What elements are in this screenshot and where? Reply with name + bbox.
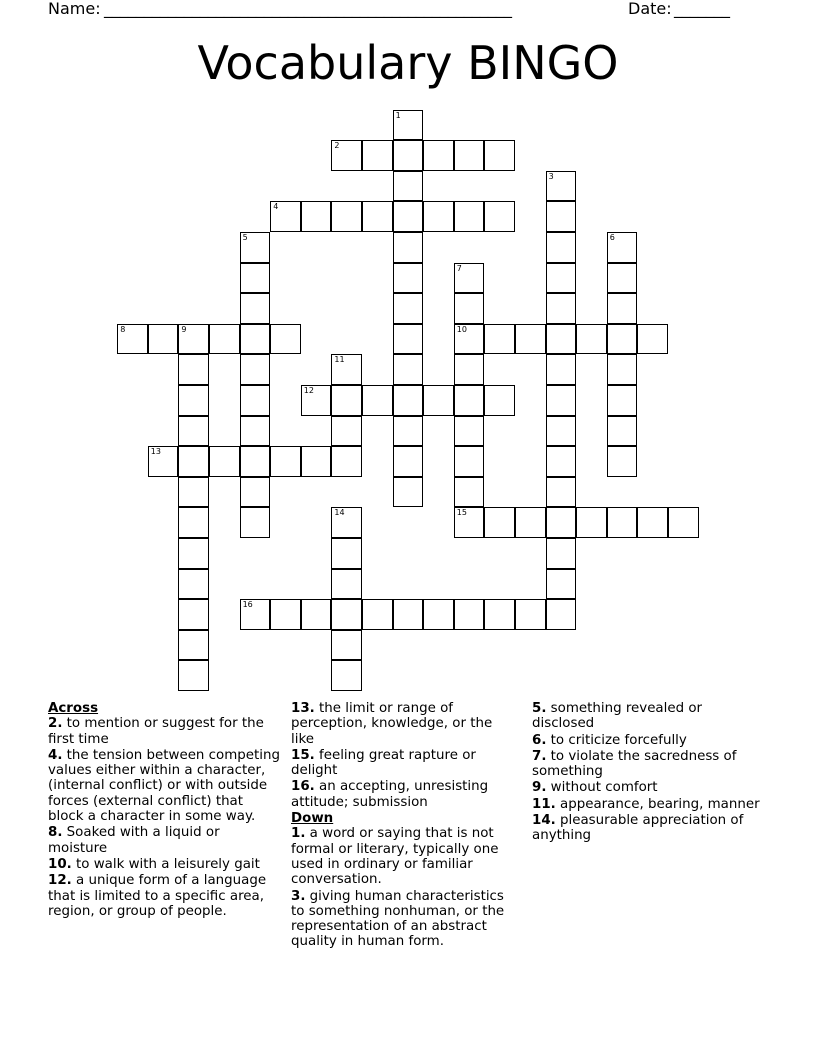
cell-number: 4 xyxy=(273,202,279,212)
clue-across-2 xyxy=(48,716,280,747)
grid-cell[interactable] xyxy=(546,293,577,324)
clue-down-9 xyxy=(532,780,766,795)
grid-cell[interactable] xyxy=(393,140,424,171)
grid-cell[interactable] xyxy=(331,538,362,569)
grid-cell[interactable] xyxy=(423,599,454,630)
grid-cell[interactable] xyxy=(607,416,638,447)
clue-down-6 xyxy=(532,733,766,748)
grid-cell[interactable] xyxy=(178,324,209,355)
grid-cell[interactable] xyxy=(240,293,271,324)
grid-cell[interactable] xyxy=(668,507,699,538)
grid-cell[interactable] xyxy=(546,446,577,477)
grid-cell[interactable] xyxy=(546,538,577,569)
grid-cell[interactable] xyxy=(148,446,179,477)
grid-cell[interactable] xyxy=(240,324,271,355)
grid-cell[interactable] xyxy=(148,324,179,355)
grid-cell[interactable] xyxy=(454,446,485,477)
grid-cell[interactable] xyxy=(607,385,638,416)
clue-number: 14. xyxy=(532,813,556,829)
clue-column-3 xyxy=(532,701,766,845)
grid-cell[interactable] xyxy=(393,599,424,630)
clue-down-14 xyxy=(532,813,766,844)
clue-text: to violate the sacredness of something xyxy=(532,748,737,780)
clue-number: 10. xyxy=(48,856,72,872)
clue-across-12 xyxy=(48,873,280,919)
grid-cell[interactable] xyxy=(178,538,209,569)
grid-cell[interactable] xyxy=(484,507,515,538)
grid-cell[interactable] xyxy=(362,599,393,630)
grid-cell[interactable] xyxy=(515,324,546,355)
grid-cell[interactable] xyxy=(393,293,424,324)
grid-cell[interactable] xyxy=(393,354,424,385)
grid-cell[interactable] xyxy=(423,385,454,416)
grid-cell[interactable] xyxy=(240,507,271,538)
grid-cell[interactable] xyxy=(301,201,332,232)
clue-number: 9. xyxy=(532,780,547,796)
grid-cell[interactable] xyxy=(393,385,424,416)
across-heading: Across xyxy=(48,701,99,716)
clue-across-15 xyxy=(291,748,517,779)
grid-cell[interactable] xyxy=(484,140,515,171)
grid-cell[interactable] xyxy=(546,171,577,202)
grid-cell[interactable] xyxy=(178,446,209,477)
grid-cell[interactable] xyxy=(209,324,240,355)
clue-number: 1. xyxy=(291,826,306,842)
clue-text: the limit or range of perception, knowledge, or the like xyxy=(291,701,493,747)
date-label: Date: xyxy=(628,0,672,18)
clue-down-3 xyxy=(291,889,517,950)
clue-number: 7. xyxy=(532,748,547,764)
grid-cell[interactable] xyxy=(331,140,362,171)
clue-across-4 xyxy=(48,748,280,824)
grid-cell[interactable] xyxy=(607,263,638,294)
clue-down-7 xyxy=(532,749,766,780)
grid-cell[interactable] xyxy=(393,171,424,202)
cell-number: 14 xyxy=(334,508,345,518)
grid-cell[interactable] xyxy=(607,232,638,263)
cell-number: 16 xyxy=(242,600,253,610)
grid-cell[interactable] xyxy=(484,599,515,630)
grid-cell[interactable] xyxy=(393,446,424,477)
grid-cell[interactable] xyxy=(393,263,424,294)
grid-cell[interactable] xyxy=(178,385,209,416)
clue-down-1 xyxy=(291,826,517,887)
grid-cell[interactable] xyxy=(178,477,209,508)
grid-cell[interactable] xyxy=(515,599,546,630)
grid-cell[interactable] xyxy=(546,507,577,538)
grid-cell[interactable] xyxy=(270,446,301,477)
cell-number: 10 xyxy=(456,324,467,334)
grid-cell[interactable] xyxy=(393,232,424,263)
clue-text: an accepting, unresisting attitude; submission xyxy=(291,779,489,810)
grid-cell[interactable] xyxy=(331,599,362,630)
grid-cell[interactable] xyxy=(331,569,362,600)
clue-text: a unique form of a language that is limited to a specific area, region, or group of people. xyxy=(48,873,267,919)
clue-across-13 xyxy=(291,701,517,747)
name-field[interactable]: ___________________________________________________ xyxy=(104,0,512,18)
grid-cell[interactable] xyxy=(331,416,362,447)
clue-down-5 xyxy=(532,701,766,732)
cell-number: 13 xyxy=(150,447,161,457)
clue-number: 12. xyxy=(48,873,72,889)
grid-cell[interactable] xyxy=(576,324,607,355)
grid-cell[interactable] xyxy=(484,385,515,416)
clue-across-16 xyxy=(291,779,517,810)
grid-cell[interactable] xyxy=(331,630,362,661)
grid-cell[interactable] xyxy=(546,201,577,232)
grid-cell[interactable] xyxy=(454,140,485,171)
clue-number: 13. xyxy=(291,701,315,716)
clue-text: Soaked with a liquid or moisture xyxy=(48,825,220,856)
grid-cell[interactable] xyxy=(607,324,638,355)
clue-column-2 xyxy=(291,701,517,951)
clue-text: the tension between competing values either within a character, (internal conflict) or with outside forces (external conflict) that block a character in some way. xyxy=(48,747,280,825)
grid-cell[interactable] xyxy=(240,263,271,294)
cell-number: 12 xyxy=(303,386,314,395)
grid-cell[interactable] xyxy=(454,416,485,447)
grid-cell[interactable] xyxy=(454,477,485,508)
clue-number: 5. xyxy=(532,701,547,716)
clue-text: something revealed or disclosed xyxy=(532,701,703,732)
clue-column-1 xyxy=(48,701,280,920)
grid-cell[interactable] xyxy=(240,446,271,477)
cell-number: 8 xyxy=(120,324,126,334)
clue-text: to walk with a leisurely gait xyxy=(76,856,260,872)
grid-cell[interactable] xyxy=(607,446,638,477)
grid-cell[interactable] xyxy=(301,446,332,477)
grid-cell[interactable] xyxy=(240,477,271,508)
clue-number: 11. xyxy=(532,796,556,812)
grid-cell[interactable] xyxy=(546,385,577,416)
grid-cell[interactable] xyxy=(393,416,424,447)
cell-number: 9 xyxy=(181,324,187,334)
grid-cell[interactable] xyxy=(454,354,485,385)
grid-cell[interactable] xyxy=(178,599,209,630)
clue-number: 8. xyxy=(48,825,63,841)
clue-text: giving human characteristics to something nonhuman, or the representation of an abstract quality in human form. xyxy=(291,888,505,950)
grid-cell[interactable] xyxy=(454,599,485,630)
grid-cell[interactable] xyxy=(546,324,577,355)
grid-cell[interactable] xyxy=(209,446,240,477)
clue-across-10 xyxy=(48,857,280,872)
grid-cell[interactable] xyxy=(178,660,209,691)
grid-cell[interactable] xyxy=(637,507,668,538)
grid-cell[interactable] xyxy=(301,385,332,416)
clue-number: 4. xyxy=(48,747,63,763)
grid-cell[interactable] xyxy=(515,507,546,538)
grid-cell[interactable] xyxy=(454,507,485,538)
date-field[interactable]: _______ xyxy=(674,0,730,18)
grid-cell[interactable] xyxy=(454,293,485,324)
grid-cell[interactable] xyxy=(484,324,515,355)
clue-text: a word or saying that is not formal or literary, typically one used in ordinary or familiar conversation. xyxy=(291,826,499,888)
cell-number: 2 xyxy=(334,141,340,151)
cell-number: 6 xyxy=(609,233,615,242)
page-title: Vocabulary BINGO xyxy=(197,36,619,90)
grid-cell[interactable] xyxy=(331,507,362,538)
grid-cell[interactable] xyxy=(607,507,638,538)
cell-number: 15 xyxy=(456,508,467,518)
grid-cell[interactable] xyxy=(240,599,271,630)
clue-across-8 xyxy=(48,825,280,856)
grid-cell[interactable] xyxy=(423,201,454,232)
grid-cell[interactable] xyxy=(393,477,424,508)
grid-cell[interactable] xyxy=(331,385,362,416)
grid-cell[interactable] xyxy=(362,201,393,232)
grid-cell[interactable] xyxy=(270,201,301,232)
grid-cell[interactable] xyxy=(546,477,577,508)
grid-cell[interactable] xyxy=(607,293,638,324)
clue-number: 15. xyxy=(291,747,315,763)
grid-cell[interactable] xyxy=(270,324,301,355)
cell-number: 7 xyxy=(456,263,462,273)
grid-cell[interactable] xyxy=(393,110,424,141)
grid-cell[interactable] xyxy=(546,263,577,294)
grid-cell[interactable] xyxy=(331,201,362,232)
grid-cell[interactable] xyxy=(240,416,271,447)
grid-cell[interactable] xyxy=(301,599,332,630)
grid-cell[interactable] xyxy=(240,232,271,263)
clue-text: without comfort xyxy=(550,780,658,796)
clue-text: appearance, bearing, manner xyxy=(560,796,760,812)
grid-cell[interactable] xyxy=(362,140,393,171)
clue-text: feeling great rapture or delight xyxy=(291,747,476,779)
grid-cell[interactable] xyxy=(362,385,393,416)
grid-cell[interactable] xyxy=(331,446,362,477)
grid-cell[interactable] xyxy=(454,385,485,416)
clue-number: 16. xyxy=(291,779,315,795)
grid-cell[interactable] xyxy=(607,354,638,385)
clue-number: 3. xyxy=(291,888,306,904)
grid-cell[interactable] xyxy=(331,354,362,385)
down-heading: Down xyxy=(291,811,334,827)
name-label: Name: xyxy=(48,0,101,18)
grid-cell[interactable] xyxy=(178,354,209,385)
clue-number: 6. xyxy=(532,732,547,748)
grid-cell[interactable] xyxy=(270,599,301,630)
grid-cell[interactable] xyxy=(454,324,485,355)
grid-cell[interactable] xyxy=(178,507,209,538)
clue-text: to mention or suggest for the first time xyxy=(48,716,264,747)
grid-cell[interactable] xyxy=(117,324,148,355)
grid-cell[interactable] xyxy=(240,354,271,385)
grid-cell[interactable] xyxy=(454,263,485,294)
grid-cell[interactable] xyxy=(576,507,607,538)
grid-cell[interactable] xyxy=(546,416,577,447)
grid-cell[interactable] xyxy=(178,416,209,447)
grid-cell[interactable] xyxy=(546,599,577,630)
grid-cell[interactable] xyxy=(393,201,424,232)
clue-text: pleasurable appreciation of anything xyxy=(532,813,744,844)
cell-number: 11 xyxy=(334,355,345,365)
grid-cell[interactable] xyxy=(454,201,485,232)
clue-down-11 xyxy=(532,797,766,812)
grid-cell[interactable] xyxy=(637,324,668,355)
grid-cell[interactable] xyxy=(546,569,577,600)
grid-cell[interactable] xyxy=(484,201,515,232)
clue-text: to criticize forcefully xyxy=(550,732,687,748)
grid-cell[interactable] xyxy=(393,324,424,355)
grid-cell[interactable] xyxy=(178,630,209,661)
grid-cell[interactable] xyxy=(546,354,577,385)
cell-number: 1 xyxy=(395,110,401,120)
grid-cell[interactable] xyxy=(331,660,362,691)
grid-cell[interactable] xyxy=(178,569,209,600)
cell-number: 5 xyxy=(242,233,248,242)
cell-number: 3 xyxy=(548,171,554,181)
grid-cell[interactable] xyxy=(240,385,271,416)
clue-number: 2. xyxy=(48,716,63,732)
grid-cell[interactable] xyxy=(546,232,577,263)
grid-cell[interactable] xyxy=(423,140,454,171)
